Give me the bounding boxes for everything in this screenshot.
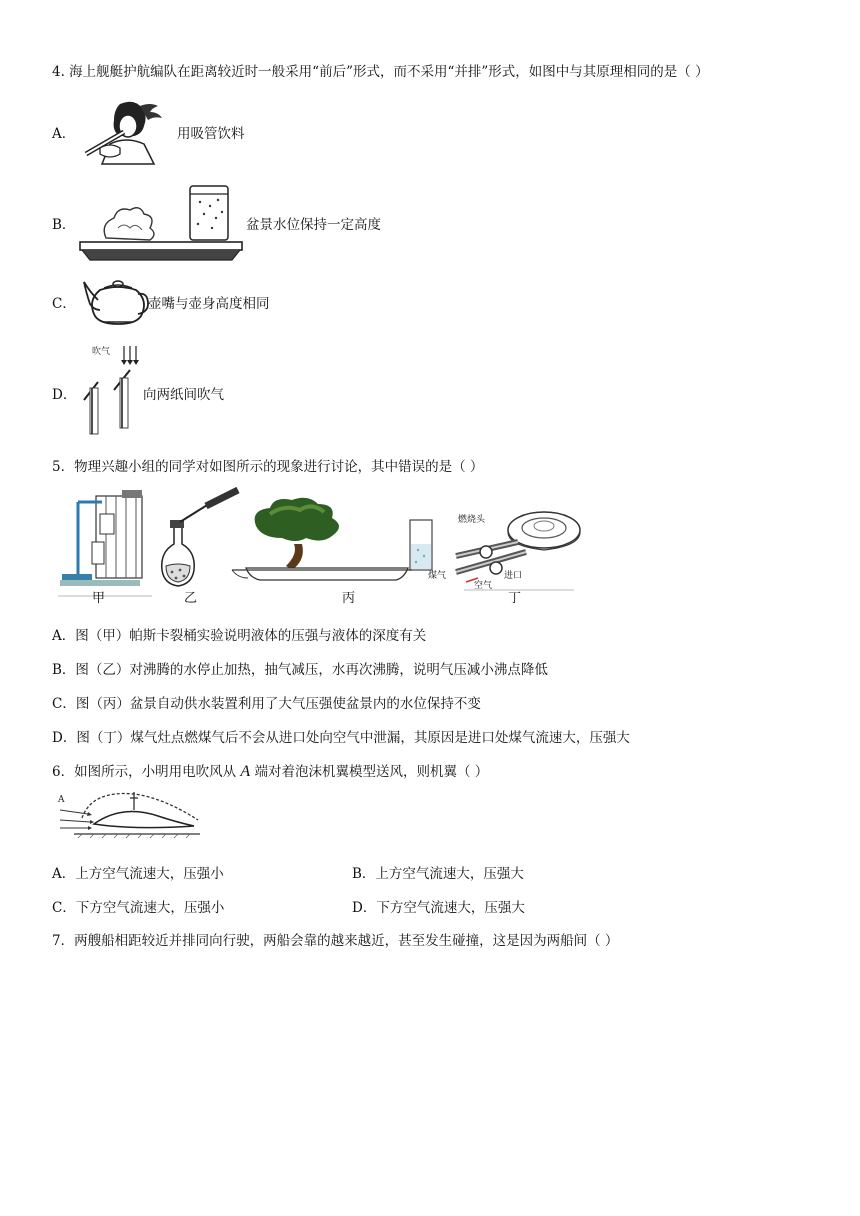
q6-stem-italic: A (240, 763, 251, 780)
q4-figure-c-teapot (82, 272, 150, 328)
q5-figure-label-burner: 燃烧头 (458, 515, 486, 525)
question-7-stem: 7．两艘船相距较近并排同向行驶，两船会靠的越来越近，甚至发生碰撞，这是因为两船间（ ） (52, 933, 619, 949)
q5-figure-label-yi: 乙 (184, 591, 198, 606)
q4-option-b-letter: B． (52, 217, 76, 233)
q5-figure-label-inlet: 进口 (504, 571, 523, 581)
q5-figure-yi-flask-boiling (162, 490, 238, 586)
q4-option-d-caption: 向两纸间吹气 (143, 387, 224, 403)
q4-option-c-caption: 壶嘴与壶身高度相同 (148, 296, 270, 312)
q4-option-a-caption: 用吸管饮料 (177, 126, 245, 142)
q6-option-d: D．下方空气流速大，压强大 (352, 900, 525, 916)
q5-option-c: C．图（丙）盆景自动供水装置利用了大气压强使盆景内的水位保持不变 (52, 696, 481, 712)
q6-stem-prefix: 6．如图所示，小明用电吹风从 (52, 764, 241, 780)
q5-figure-set (56, 486, 586, 608)
q6-option-c: C．下方空气流速大，压强小 (52, 900, 225, 916)
q6-option-a: A．上方空气流速大，压强小 (52, 866, 224, 882)
q5-option-a: A．图（甲）帕斯卡裂桶实验说明液体的压强与液体的深度有关 (52, 628, 427, 644)
q5-figure-bing-bonsai (232, 498, 432, 580)
q4-figure-b-bonsai-water-supply (78, 180, 244, 262)
q4-option-a-letter: A． (52, 126, 76, 142)
q5-figure-label-jia: 甲 (92, 591, 106, 606)
q4-option-c-letter: C． (52, 296, 76, 312)
q4-option-b-caption: 盆景水位保持一定高度 (246, 217, 381, 233)
q6-option-b: B．上方空气流速大，压强大 (352, 866, 524, 882)
q5-figure-label-air: 空气 (474, 581, 493, 591)
q5-figure-label-ding: 丁 (508, 591, 522, 606)
q6-stem-suffix: 端对着泡沫机翼模型送风，则机翼（ ） (250, 764, 489, 780)
question-6-stem (52, 760, 488, 781)
q4-figure-d-label: 吹气 (92, 347, 111, 357)
q6-figure-label-a: A (58, 795, 65, 805)
q5-figure-jia-pascal-barrel (58, 490, 152, 596)
q4-figure-a-drinking-straw (80, 96, 172, 168)
q6-figure-wing-model (54, 788, 204, 840)
question-4-stem: 4. 海上舰艇护航编队在距离较近时一般采用“前后”形式，而不采用“并排”形式，如图中与其原理相同的是（ ） (52, 64, 709, 80)
q5-option-d: D．图（丁）煤气灶点燃煤气后不会从进口处向空气中泄漏，其原因是进口处煤气流速大，压强大 (52, 730, 630, 746)
question-5-stem: 5．物理兴趣小组的同学对如图所示的现象进行讨论，其中错误的是（ ） (52, 459, 484, 475)
q5-figure-label-bing: 丙 (342, 591, 356, 606)
q4-option-d-letter: D． (52, 387, 77, 403)
q4-figure-d-blowing-between-papers (78, 342, 144, 438)
q5-figure-label-gas: 煤气 (428, 571, 447, 581)
q5-option-b: B．图（乙）对沸腾的水停止加热，抽气减压，水再次沸腾，说明气压减小沸点降低 (52, 662, 548, 678)
